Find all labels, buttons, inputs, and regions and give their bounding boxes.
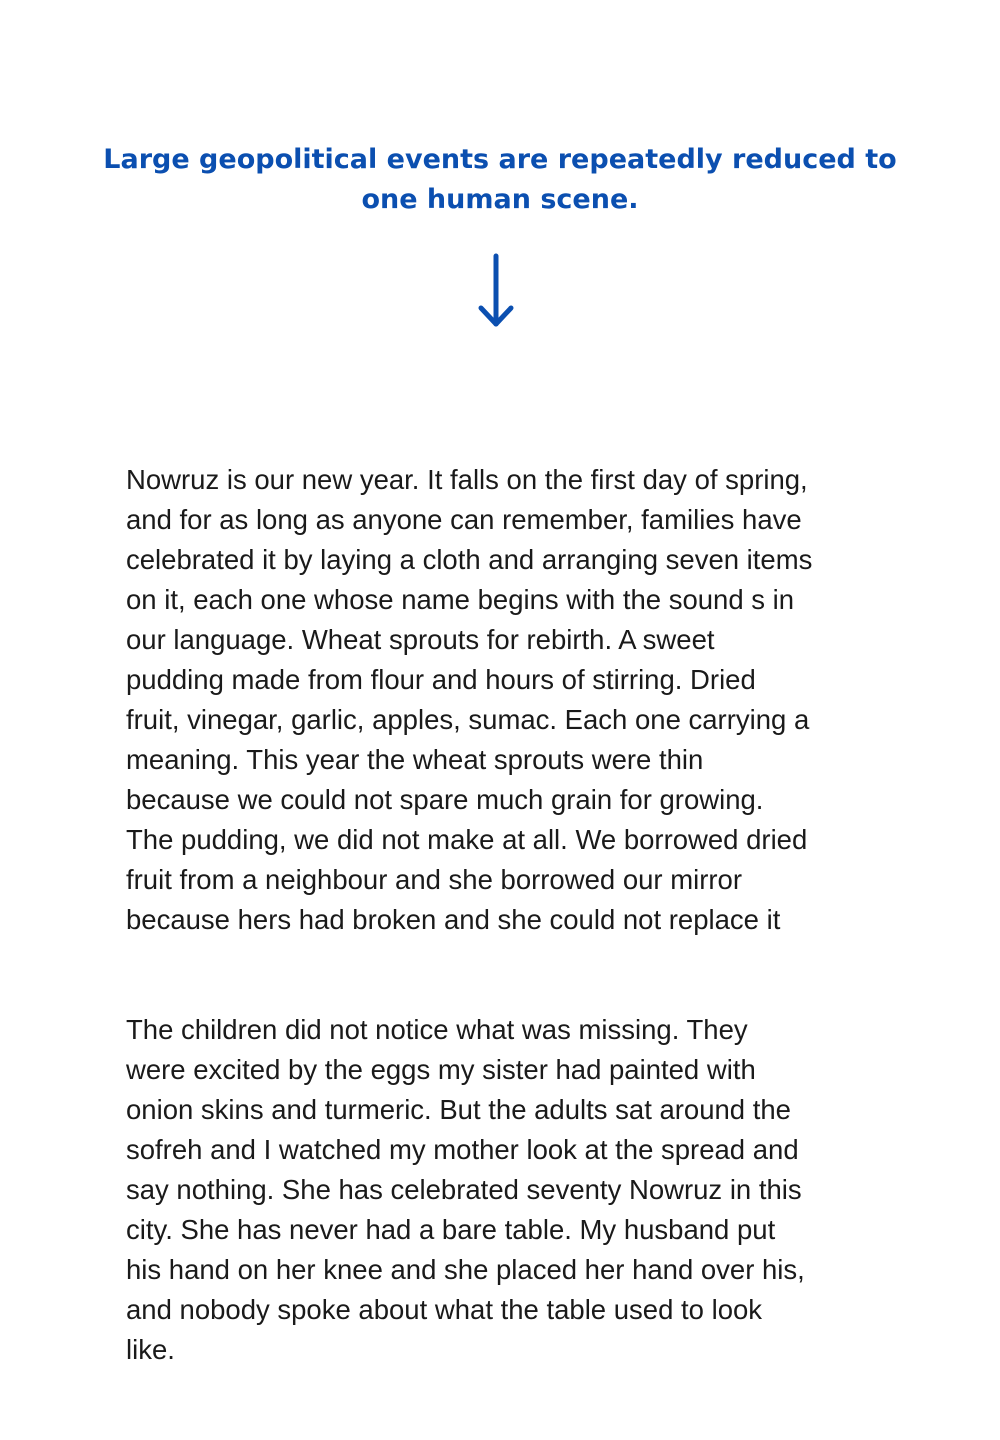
headline: Large geopolitical events are repeatedly reduced to one human scene.	[103, 144, 897, 215]
paragraph-1: Nowruz is our new year. It falls on the first day of spring, and for as long as anyone can remember, families have celebrated it by laying a cloth and arranging seven items on it, each one whose name begins with the sound s in our language. Wheat sprouts for rebirth. A sweet pudding made from flour and hours of stirring. Dried fruit, vinegar, garlic, apples, sumac. Each one carrying a meaning. This year the wheat sprouts were thin because we could not spare much grain for growing. The pudding, we did not make at all. We borrowed dried fruit from a neighbour and she borrowed our mirror because hers had broken and she could not replace it	[126, 464, 813, 935]
arrow-down-icon	[476, 252, 516, 332]
paragraph-2: The children did not notice what was missing. They were excited by the eggs my sister had painted with onion skins and turmeric. But the adults sat around the sofreh and I watched my mother look at the spread and say nothing. She has celebrated seventy Nowruz in this city. She has never had a bare table. My husband put his hand on her knee and she placed her hand over his, and nobody spoke about what the table used to look like.	[126, 1014, 805, 1365]
excerpt	[126, 420, 906, 1440]
